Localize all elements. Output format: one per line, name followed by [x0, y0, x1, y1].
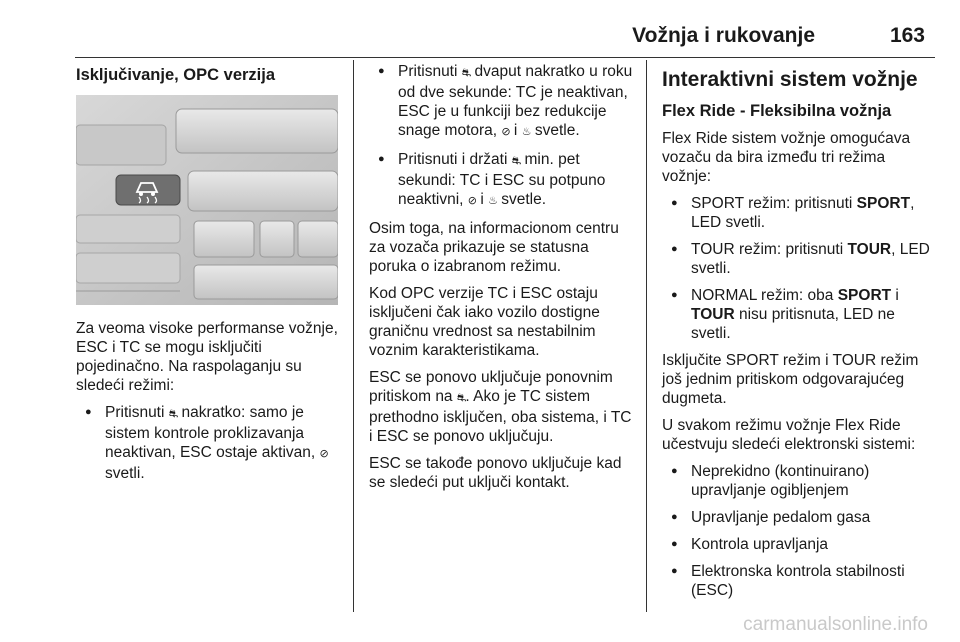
- esc-reactivate-paragraph: ESC se ponovo uključuje ponovnim pritiskom na ⛐. Ako je TC sistem prethodno isključen, oba sistema, i TC i ESC se ponovo uključuju.: [369, 369, 632, 445]
- traction-control-button-icon: ⛐: [511, 155, 521, 167]
- opc-mode-list: [76, 403, 340, 483]
- list-item: ● Pritisnuti ⛐ dvaput nakratko u roku od dve sekunde: TC je neaktivan, ESC je u funkciji bez redukcije snage motora, ⊘ i ♨ svetle.: [369, 62, 633, 142]
- subsection-title-flexride: Flex Ride - Fleksibilna vožnja: [662, 102, 892, 120]
- list-item: ● Upravljanje pedalom gasa: [662, 508, 932, 527]
- console-illustration: [76, 95, 338, 305]
- list-item: ● Pritisnuti ⛐ nakratko: samo je sistem kontrole proklizavanja neaktivan, ESC ostaje aktivan, ⊘ svetli.: [76, 403, 340, 483]
- tc-off-lamp-icon: ⊘: [501, 126, 510, 138]
- page-header-title: Vožnja i rukovanje: [632, 24, 815, 47]
- column-left: [76, 62, 340, 491]
- traction-control-button-icon: ⛐: [456, 392, 466, 404]
- column-divider-2: [646, 60, 647, 612]
- list-item: ● Elektronska kontrola stabilnosti (ESC): [662, 562, 932, 600]
- watermark: carmanualsonline.info: [743, 614, 928, 635]
- header-rule: [75, 57, 935, 58]
- traction-control-button-icon: ⛐: [168, 408, 178, 420]
- opc-limit-paragraph: Kod OPC verzije TC i ESC ostaju isključeni čak iako vozilo dostigne graničnu vrednost sa nestabilnim voznim karakteristikama.: [369, 285, 600, 359]
- list-item: ● NORMAL režim: oba SPORT i TOUR nisu pritisnuta, LED ne svetli.: [662, 286, 932, 343]
- esc-off-lamp-icon: ♨: [488, 195, 497, 207]
- section-title-interactive: Interaktivni sistem vožnje: [662, 68, 918, 91]
- systems-list: [662, 462, 932, 600]
- section-heading-opc: Isključivanje, OPC verzija: [76, 66, 276, 84]
- ignition-paragraph: ESC se takođe ponovo uključuje kad se sledeći put uključi kontakt.: [369, 455, 622, 491]
- tc-off-lamp-icon: ⊘: [319, 448, 328, 460]
- traction-control-button-icon: ⛐: [461, 67, 471, 79]
- page-number: 163: [889, 24, 925, 47]
- console-figure: [76, 95, 338, 305]
- flexride-intro: Flex Ride sistem vožnje omogućava vozaču da bira između tri režima vožnje:: [662, 130, 911, 185]
- drive-mode-list: [662, 194, 932, 343]
- list-item: ● SPORT režim: pritisnuti SPORT, LED svetli.: [662, 194, 932, 232]
- list-item: ● Neprekidno (kontinuirano) upravljanje ogibljenjem: [662, 462, 932, 500]
- esc-off-lamp-icon: ♨: [521, 126, 531, 138]
- list-item: ● Kontrola upravljanja: [662, 535, 932, 554]
- list-item: ● Pritisnuti i držati ⛐ min. pet sekundi: TC i ESC su potpuno neaktivni, ⊘ i ♨ svetle.: [369, 150, 633, 211]
- list-item: ● TOUR režim: pritisnuti TOUR, LED svetli.: [662, 240, 932, 278]
- status-message-paragraph: Osim toga, na informacionom centru za vozača prikazuje se statusna poruka o izabranom režimu.: [369, 220, 619, 275]
- tc-off-lamp-icon: ⊘: [467, 195, 477, 207]
- opc-mode-list-cont: [369, 62, 633, 211]
- systems-intro: U svakom režimu vožnje Flex Ride učestvuju sledeći elektronski sistemi:: [662, 417, 916, 453]
- page-header: [0, 22, 935, 52]
- mode-off-paragraph: Isključite SPORT režim i TOUR režim još jednim pritiskom odgovarajućeg dugmeta.: [662, 352, 919, 407]
- opc-intro: Za veoma visoke performanse vožnje, ESC i TC se mogu isključiti pojedinačno. Na raspolaganju su sledeći režimi:: [76, 320, 338, 394]
- column-middle: [369, 62, 633, 500]
- column-right: [662, 62, 932, 608]
- column-divider-1: [353, 60, 354, 612]
